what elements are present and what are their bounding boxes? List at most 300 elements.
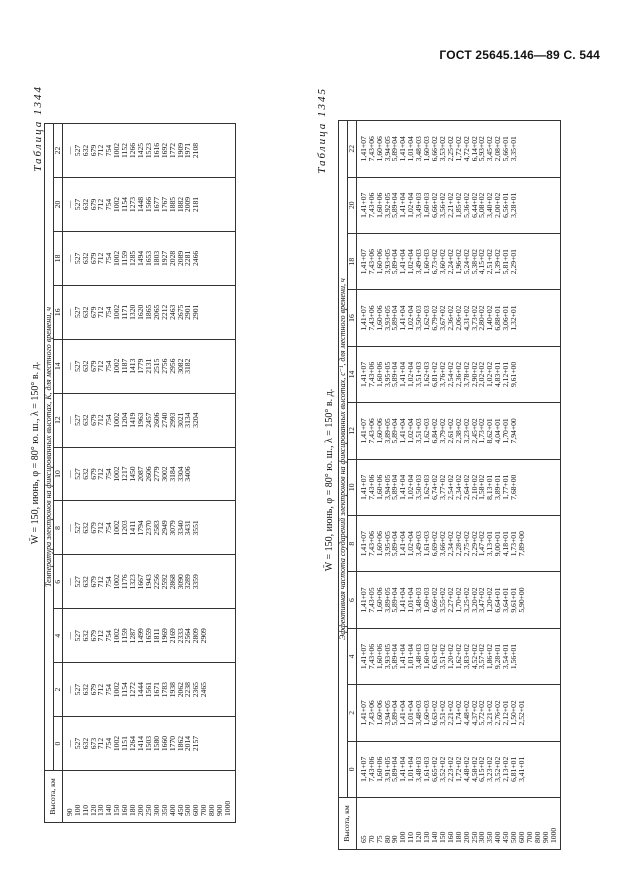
table-1344-subheader: Температура электронов на фиксированных высотах, К, для местного времени, ч (45, 124, 54, 771)
table-cell: 3,93+05 (382, 249, 392, 275)
table-cell: 2,90+02 (469, 361, 479, 388)
table-cell: 3,40+02 (485, 192, 495, 218)
table-cell: 2809 (191, 628, 201, 644)
altitude-value: 160 (120, 804, 130, 816)
table-cell: 3,83+02 (461, 643, 471, 670)
table-cell: 2592 (159, 574, 169, 590)
table-cell: 2,36+02 (453, 361, 463, 388)
table-cell: 1667 (135, 574, 145, 590)
table-cell: 632 (80, 737, 90, 750)
table-cell: 1,60+06 (374, 643, 384, 670)
table-cell: 5,08+02 (477, 192, 487, 218)
table-cell: 1002 (112, 304, 122, 320)
hour-column (62, 663, 235, 717)
table-cell: 5,89+04 (390, 136, 400, 162)
table-cell: 1,41+07 (358, 531, 368, 557)
table-cell: 2,24+02 (445, 249, 455, 275)
table-cell: 3,54+01 (501, 643, 511, 670)
altitude-value: 150 (112, 804, 122, 816)
table-cell: 1,60+03 (422, 700, 432, 726)
table-cell: 9,61+01 (509, 587, 519, 613)
table-cell: 1561 (143, 682, 153, 698)
table-cell: 6,65+02 (429, 756, 439, 782)
table-cell: 1,02+04 (406, 531, 416, 557)
hour-column (62, 447, 235, 501)
table-cell: 3,49+03 (414, 531, 424, 557)
table-cell: 1264 (128, 735, 138, 752)
table-cell: 527 (72, 683, 82, 696)
table-cell: 1811 (151, 628, 161, 644)
table-cell: 5,89+04 (390, 756, 400, 782)
table-cell: 2028 (167, 250, 177, 266)
table-cell: 527 (72, 144, 82, 157)
table-cell: 1,60+06 (374, 305, 384, 331)
table-cell: 1159 (120, 628, 130, 644)
table-cell: 3,48+03 (414, 136, 424, 162)
table-cell: 1,41+04 (398, 587, 408, 613)
altitude-value: 1000 (548, 827, 558, 843)
table-cell: 1,39+02 (493, 249, 503, 275)
table-cell: 1882 (175, 196, 185, 213)
table-cell: 1566 (143, 196, 153, 213)
table-cell: 712 (96, 630, 106, 642)
table-cell: 1,60+03 (422, 643, 432, 670)
table-cell: — (64, 416, 74, 424)
table-cell: 632 (80, 468, 90, 480)
table-cell: 679 (88, 198, 98, 211)
table-cell: 3,77+02 (437, 474, 447, 500)
table-cell: 6,74+02 (429, 474, 439, 500)
table-cell: 1865 (143, 304, 153, 320)
table-cell: 2,08+02 (493, 136, 503, 162)
table-cell: 1,50+02 (509, 700, 519, 726)
table-cell: 2238 (183, 682, 193, 698)
table-cell: 1,60+06 (374, 756, 384, 782)
table-cell: 6,63+02 (429, 700, 439, 726)
table-cell: 2583 (151, 520, 161, 536)
table-cell: 7,43+06 (366, 249, 376, 275)
table-cell: 2564 (183, 628, 193, 644)
table-1344-name: Таблица 1344 (32, 85, 44, 172)
hour-column (356, 515, 561, 571)
table-cell: 2169 (167, 628, 177, 644)
table-cell: 1,02+04 (406, 249, 416, 275)
table-cell: 679 (88, 360, 98, 372)
table-cell: 1,41+07 (358, 587, 368, 613)
table-cell: 3,93+05 (382, 643, 392, 670)
table-cell: 1002 (112, 250, 122, 266)
table-cell: 2,36+02 (445, 305, 455, 331)
table-cell: 1425 (135, 142, 145, 159)
table-cell: 1,60+03 (422, 249, 432, 275)
altitude-value: 75 (374, 835, 384, 843)
table-cell: 1862 (175, 735, 185, 752)
table-cell: 1,62+03 (422, 361, 432, 388)
table-cell: 1,85+02 (453, 192, 463, 218)
altitude-column (356, 798, 561, 850)
table-cell: 3,48+03 (414, 700, 424, 726)
table-cell: 2993 (167, 412, 177, 428)
table-cell: 632 (80, 360, 90, 372)
table-cell: 7,43+06 (366, 136, 376, 162)
altitude-value: 300 (151, 804, 161, 816)
table-cell: 1419 (128, 412, 138, 428)
table-cell: 1,41+07 (358, 700, 368, 726)
altitude-value: 100 (398, 831, 408, 843)
table-cell: 1,41+07 (358, 361, 368, 388)
hour-column (62, 393, 235, 447)
table-cell: 3551 (191, 520, 201, 536)
table-cell: 4,37+02 (469, 700, 479, 726)
table-cell: 2,51+02 (485, 249, 495, 275)
table-cell: 2,13+02 (501, 756, 511, 782)
hour-header: 16 (347, 290, 356, 346)
table-cell: 3,50+03 (414, 305, 424, 331)
table-cell: 1,60+06 (374, 474, 384, 500)
table-cell: 1671 (151, 682, 161, 698)
hour-column (356, 628, 561, 684)
table-cell: 3,45+02 (485, 136, 495, 162)
table-cell: 679 (88, 683, 98, 696)
table-cell: 5,89+04 (390, 192, 400, 218)
altitude-value: 450 (175, 804, 185, 816)
table-1345-caption: W̄ = 150, июнь, φ = 80° ю. ш., λ = 150° в. д. (324, 388, 335, 572)
table-cell: 3,93+05 (382, 305, 392, 331)
altitude-value: 800 (532, 831, 542, 843)
table-cell: 3,66+02 (437, 531, 447, 557)
table-1345-container (318, 85, 605, 850)
table-cell: 1,32+01 (509, 305, 519, 331)
table-cell: 1494 (135, 250, 145, 266)
hour-header: 8 (53, 501, 62, 555)
table-cell: 5,89+04 (390, 474, 400, 500)
table-cell: 1152 (120, 143, 130, 158)
table-cell: 3,60+02 (437, 249, 447, 275)
table-cell: 2606 (143, 466, 153, 482)
table-cell: 1,41+04 (398, 700, 408, 726)
table-cell: 3,76+02 (437, 361, 447, 388)
table-cell: 1772 (167, 142, 177, 159)
table-cell: 1187 (120, 358, 130, 374)
altitude-value: 200 (135, 804, 145, 816)
table-cell: 7,43+06 (366, 700, 376, 726)
table-cell: 1580 (151, 735, 161, 752)
table-cell: 5,24+02 (461, 249, 471, 275)
table-cell: 1,41+04 (398, 474, 408, 500)
hour-header: 0 (347, 741, 356, 797)
table-cell: 754 (104, 683, 114, 696)
table-cell: 3,35+01 (509, 136, 519, 162)
table-cell: 3021 (175, 412, 185, 428)
table-cell: 3182 (183, 358, 193, 374)
table-cell: 6,66+02 (429, 192, 439, 218)
table-cell: 754 (104, 576, 114, 588)
table-cell: 712 (96, 468, 106, 480)
table-cell: 3289 (183, 574, 193, 590)
table-cell: 6,81+01 (509, 756, 519, 782)
table-cell: 1217 (120, 466, 130, 482)
table-cell: 1,60+06 (374, 249, 384, 275)
table-cell: 1,41+04 (398, 249, 408, 275)
hour-column (62, 339, 235, 393)
table-cell: 3,94+05 (382, 700, 392, 726)
table-cell: 1,62+03 (422, 305, 432, 331)
table-cell: 1450 (128, 466, 138, 482)
table-cell: 527 (72, 414, 82, 426)
table-cell: 5,89+04 (390, 531, 400, 557)
table-cell: 1203 (120, 520, 130, 536)
table-cell: 3,57+02 (477, 643, 487, 670)
altitude-value: 300 (477, 831, 487, 843)
table-cell: — (64, 362, 74, 370)
table-cell: 3,91+05 (382, 756, 392, 782)
table-cell: 1002 (112, 628, 122, 644)
altitude-value: 130 (96, 804, 106, 816)
altitude-value: 700 (524, 831, 534, 843)
table-cell: 2949 (159, 520, 169, 536)
table-cell: 679 (88, 576, 98, 588)
table-cell: 1,02+04 (406, 361, 416, 388)
hour-header: 4 (347, 628, 356, 684)
table-1344 (44, 123, 236, 823)
table-cell: 1,41+04 (398, 192, 408, 218)
hour-column (356, 346, 561, 402)
table-cell: 1,58+02 (477, 474, 487, 500)
table-cell: 632 (80, 683, 90, 696)
table-cell: 2,00+02 (493, 192, 503, 218)
table-cell: 527 (72, 576, 82, 588)
table-cell: 2014 (183, 735, 193, 752)
table-cell: 2,28+02 (453, 531, 463, 557)
table-cell: 3,41+01 (516, 756, 526, 782)
hour-header: 12 (347, 403, 356, 459)
table-cell: 1,41+04 (398, 756, 408, 782)
table-cell: 1692 (159, 142, 169, 159)
table-cell: 1,02+02 (485, 361, 495, 388)
table-cell: — (64, 685, 74, 694)
table-cell: 7,43+06 (366, 756, 376, 782)
table-cell: 754 (104, 468, 114, 480)
table-cell: 754 (104, 252, 114, 265)
hour-header: 20 (347, 177, 356, 233)
table-cell: 1,01+04 (406, 587, 416, 613)
table-cell: 712 (96, 414, 106, 426)
table-cell: 3,78+02 (461, 361, 471, 388)
table-cell: 7,89+00 (516, 531, 526, 557)
table-cell: 1616 (151, 142, 161, 159)
table-cell: 6,66+02 (429, 587, 439, 613)
hour-column (356, 685, 561, 741)
table-cell: 2065 (151, 304, 161, 320)
hour-header: 20 (53, 178, 62, 232)
table-1344-container (30, 83, 314, 823)
table-cell: — (64, 146, 74, 155)
table-cell: 3,67+02 (437, 305, 447, 331)
table-cell: 5,72+02 (477, 700, 487, 726)
hour-header: 14 (347, 346, 356, 402)
table-cell: 1,96+02 (453, 249, 463, 275)
table-1344-caption: W̄ = 150, июнь, φ = 80° ю. ш., λ = 150° в. д. (30, 361, 41, 545)
table-cell: 1,62+03 (422, 418, 432, 444)
table-cell: 1,56+01 (509, 643, 519, 670)
table-cell: 3,51+02 (437, 643, 447, 670)
table-cell: 2131 (143, 358, 153, 374)
table-cell: 2,25+02 (445, 136, 455, 162)
table-cell: 7,94+00 (509, 418, 519, 444)
table-cell: 1,41+04 (398, 643, 408, 670)
hour-header: 22 (53, 124, 62, 178)
table-cell: 1963 (135, 412, 145, 428)
hour-header: 6 (347, 572, 356, 628)
table-cell: 1,73+02 (477, 418, 487, 444)
table-cell: 7,43+05 (366, 587, 376, 613)
table-cell: 527 (72, 252, 82, 265)
table-cell: 1,60+06 (374, 700, 384, 726)
table-cell: 2675 (175, 304, 185, 320)
table-cell: 1,41+04 (398, 418, 408, 444)
table-cell: 1002 (112, 358, 122, 374)
altitude-value: 120 (414, 831, 424, 843)
table-cell: 632 (80, 198, 90, 211)
table-cell: 1,86+02 (485, 643, 495, 670)
table-cell: 3,06+01 (501, 305, 511, 331)
table-cell: 1002 (112, 412, 122, 428)
table-cell: 6,88+01 (493, 305, 503, 331)
hour-column (62, 501, 235, 555)
table-cell: 3134 (183, 412, 193, 428)
table-cell: 1,41+07 (358, 643, 368, 670)
table-cell: 3359 (191, 574, 201, 590)
altitude-value: 400 (167, 804, 177, 816)
table-cell: 6,14+02 (469, 136, 479, 162)
table-cell: 712 (96, 198, 106, 211)
table-cell: 1,60+06 (374, 587, 384, 613)
table-cell: 6,79+02 (429, 305, 439, 331)
table-cell: 2,27+02 (445, 587, 455, 613)
table-cell: 1413 (128, 358, 138, 374)
table-cell: 3,94+05 (382, 136, 392, 162)
table-cell: 4,31+02 (461, 305, 471, 331)
altitude-value: 500 (183, 804, 193, 816)
table-cell: 1,73+01 (509, 531, 519, 557)
table-cell: 6,69+02 (429, 531, 439, 557)
table-cell: 1171 (120, 304, 130, 320)
table-cell: 1779 (135, 358, 145, 374)
table-cell: 1,01+04 (406, 136, 416, 162)
table-cell: 6,15+02 (477, 756, 487, 782)
table-cell: 632 (80, 522, 90, 534)
table-cell: 1,70+01 (501, 418, 511, 444)
table-1345-subheader: Эффективная частота соударений электронов на фиксированных высотах, с⁻¹, для местного времени, ч (339, 121, 348, 798)
table-cell: 2466 (191, 250, 201, 266)
hour-header: 18 (53, 231, 62, 285)
table-cell: 1320 (128, 304, 138, 320)
table-cell: 1272 (128, 682, 138, 698)
table-cell: 5,81+01 (501, 249, 511, 275)
table-cell: 1176 (120, 574, 130, 590)
table-cell: 2,80+02 (477, 305, 487, 331)
hour-column (62, 555, 235, 609)
table-cell: 7,43+06 (366, 531, 376, 557)
hours-row (53, 124, 62, 823)
hour-column (356, 177, 561, 233)
table-cell: 1273 (128, 196, 138, 213)
table-cell: 2108 (191, 142, 201, 159)
table-cell: 1,40+02 (485, 305, 495, 331)
table-cell: 2,29+01 (509, 249, 519, 275)
table-cell: 1943 (143, 574, 153, 590)
table-cell: 3,52+02 (493, 756, 503, 782)
hour-column (356, 459, 561, 515)
table-cell: 3,89+05 (382, 587, 392, 613)
altitude-value: 80 (382, 835, 392, 843)
altitude-value: 200 (461, 831, 471, 843)
hour-column (356, 233, 561, 289)
table-cell: 2909 (199, 628, 209, 644)
table-cell: 1,72+02 (453, 136, 463, 162)
altitude-column (62, 771, 235, 823)
table-cell: 5,66+01 (501, 136, 511, 162)
table-cell: 3,95+05 (382, 361, 392, 388)
table-cell: 1503 (143, 735, 153, 752)
table-cell: 5,89+04 (390, 700, 400, 726)
table-cell: 1285 (128, 250, 138, 266)
table-cell: 1783 (159, 682, 169, 698)
table-cell: 2,12+01 (501, 700, 511, 726)
table-cell: 5,90+00 (516, 587, 526, 613)
table-cell: 1,61+03 (422, 531, 432, 557)
table-cell: 2333 (175, 628, 185, 644)
table-cell: 2181 (191, 196, 201, 213)
table-cell: 527 (72, 198, 82, 211)
table-cell: 5,89+04 (390, 643, 400, 670)
table-cell: 3,51+02 (437, 700, 447, 726)
table-cell: 1,41+07 (358, 474, 368, 500)
table-cell: 632 (80, 414, 90, 426)
table-cell: 527 (72, 360, 82, 372)
table-cell: 1,60+06 (374, 361, 384, 388)
table-cell: 1,41+07 (358, 136, 368, 162)
table-cell: 1,60+06 (374, 418, 384, 444)
table-cell: 2,12+01 (501, 361, 511, 388)
table-cell: 2256 (151, 574, 161, 590)
table-cell: 2,29+02 (469, 531, 479, 557)
table-cell: 1677 (151, 196, 161, 213)
table-cell: 2,06+02 (453, 305, 463, 331)
table-cell: 2465 (199, 682, 209, 698)
table-cell: 7,43+06 (366, 418, 376, 444)
altitude-value: 140 (104, 804, 114, 816)
table-cell: 679 (88, 630, 98, 642)
table-cell: 7,43+06 (366, 305, 376, 331)
table-row (356, 121, 561, 850)
table-cell: 3,92+05 (382, 192, 392, 218)
table-cell: 3,55+02 (437, 587, 447, 613)
table-cell: 3304 (175, 466, 185, 482)
table-cell: 1266 (128, 142, 138, 159)
altitude-value: 120 (88, 804, 98, 816)
table-cell: 2463 (167, 304, 177, 320)
table-cell: 1620 (135, 304, 145, 320)
table-cell: 1971 (183, 142, 193, 159)
table-cell: 673 (88, 737, 98, 750)
table-cell: 1,60+03 (422, 192, 432, 218)
table-cell: 5,93+02 (477, 136, 487, 162)
table-cell: 754 (104, 198, 114, 211)
table-cell: 3082 (175, 358, 185, 374)
table-cell: 4,18+01 (501, 531, 511, 557)
table-cell: 3,49+03 (414, 192, 424, 218)
